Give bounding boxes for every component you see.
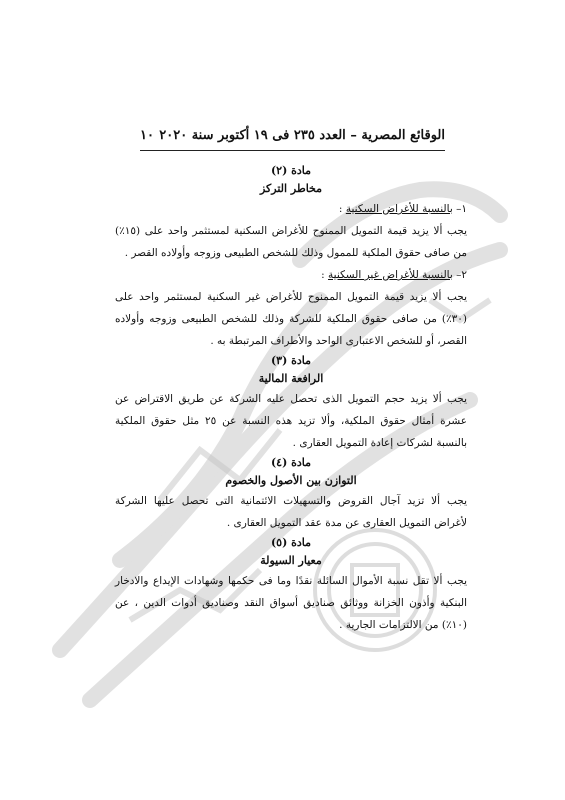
page-number: ١٠ <box>140 128 154 143</box>
header-divider <box>140 150 445 151</box>
article-3-paragraph: يجب ألا يزيد حجم التمويل الذى تحصل عليه الشركة عن طريق الاقتراض عن عشرة أمثال حقوق الملكية، وألا تزيد هذه النسبة عن ٢٥ مثل حقوق الملكية بالنسبة لشركات إعادة التمويل العقارى . <box>115 393 467 449</box>
article-3-heading: مادة (٣) <box>270 354 312 367</box>
article-2-subheading-2 <box>115 264 467 286</box>
subheading-2-number: ٢– <box>452 269 467 281</box>
article-4-heading: مادة (٤) <box>270 456 312 469</box>
article-2-paragraph-2: يجب ألا يزيد قيمة التمويل الممنوح للأغراض غير السكنية لمستثمر واحد على (٣٠٪) من صافى حقوق الملكية للشركة وذلك للشخص الطبيعى وزوجه وأولاده القصر، أو للشخص الاعتبارى الواحد والأطراف المرتبطة به . <box>115 291 467 347</box>
article-2-subheading-1 <box>115 198 467 220</box>
article-4-paragraph: يجب ألا تزيد آجال القروض والتسهيلات الائتمانية التى تحصل عليها الشركة لأغراض التمويل العقارى عن مدة عقد التمويل العقارى . <box>115 495 467 529</box>
article-5-paragraph: يجب ألا تقل نسبة الأموال السائلة نقدًا وما فى حكمها وشهادات الإيداع والادخار البنكية وأذون الخزانة ووثائق صناديق أسواق النقد وصناديق أدوات الدين ، عن (١٠٪) من الالتزامات الجارية . <box>115 575 467 631</box>
subheading-2-label: بالنسبة للأغراض غير السكنية <box>328 269 453 281</box>
subheading-1-colon: : <box>338 203 346 215</box>
subheading-1-label: بالنسبة للأغراض السكنية <box>345 203 453 215</box>
page-header <box>140 128 445 143</box>
article-2-paragraph-1: يجب ألا يزيد قيمة التمويل الممنوح للأغراض السكنية لمستثمر واحد على (١٥٪) من صافى حقوق الملكية للممول وذلك للشخص الطبيعى وزوجه وأولاده القصر . <box>115 225 467 259</box>
header-title: الوقائع المصرية – العدد ٢٣٥ فى ١٩ أكتوبر سنة ٢٠٢٠ <box>159 128 445 143</box>
document-body <box>115 162 467 636</box>
subheading-1-number: ١– <box>452 203 467 215</box>
article-5-heading: مادة (٥) <box>270 536 312 549</box>
article-5-title: معيار السيولة <box>260 554 322 567</box>
article-2-heading: مادة (٢) <box>270 164 312 177</box>
article-2-title: مخاطر التركز <box>259 182 323 195</box>
article-3-title: الرافعة المالية <box>258 372 324 385</box>
article-4-title: التوازن بين الأصول والخصوم <box>225 474 357 487</box>
subheading-2-colon: : <box>321 269 329 281</box>
